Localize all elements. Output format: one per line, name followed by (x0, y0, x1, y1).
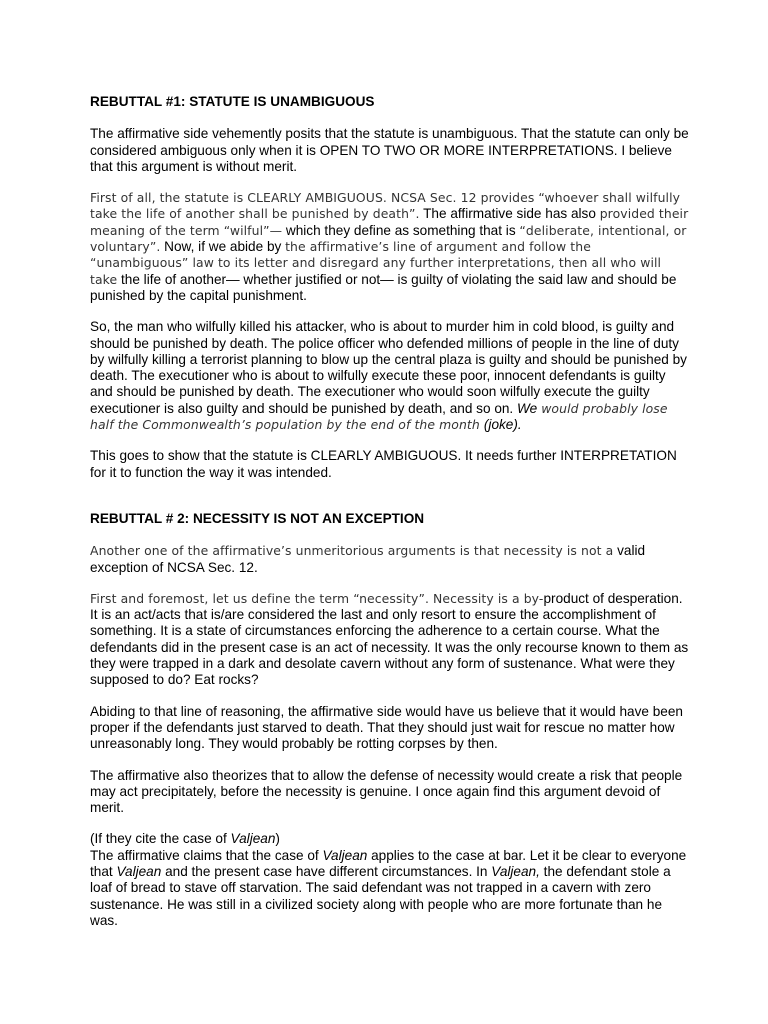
text-run: fortunate than he was. (90, 896, 663, 928)
text-run: (joke). (483, 417, 522, 433)
text-run: product of desperation. It is an act/acts that is/are considered the last and only resort to ensure the accomplishment of something. It is a state of circumstances enforcing the adherence to a certain course. What the defendants did in the present case is an act of necessity. It was the only recourse known to them as they were trapped in a dark and desolate cavern without any form of sustenance. What were they supposed to do? Eat rocks? (90, 590, 689, 688)
text-run: First and foremost, let us define the term “necessity”. Necessity is a by- (90, 590, 544, 606)
rebuttal-2-intro-paragraph (90, 543, 690, 576)
rebuttal-1-heading: REBUTTAL #1: STATUTE IS UNAMBIGUOUS (90, 94, 375, 109)
text-run: ) (275, 831, 280, 847)
rebuttal-2-precipitate-paragraph: The affirmative also theorizes that to allow the defense of necessity would create a risk that people may act precipitately, before the necessity is genuine. I once again find this argument devoid of merit. (90, 767, 683, 816)
rebuttal-1-intro-paragraph: The affirmative side vehemently posits that the statute is unambiguous. That the statute can only be considered ambiguous only when it is OPEN TO TWO OR MORE INTERPRETATIONS. I believe that this argument is without merit. (90, 126, 689, 174)
text-run: “deliberate, intentional, or voluntary”. (90, 222, 687, 255)
rebuttal-2-heading: REBUTTAL # 2: NECESSITY IS NOT AN EXCEPTION (90, 510, 425, 526)
text-run: applies to the case at bar. Let it be clear to everyone that (90, 847, 687, 879)
text-run: Now, if we abide by (160, 239, 286, 255)
text-run: So, the man who wilfully killed his attacker, who is about to murder him in cold blood, is guilty and should be punished by death. The police officer who defended millions of people in the line of duty by wilfully killing a terrorist planning to blow up the central plaza is guilty and should be punished by death. The executioner who is about to wilfully execute these poor, innocent defendants is guilty and should be punished by death. The executioner who would soon wilfully execute the guilty executioner is also guilty and should be punished by death, and so on. (90, 319, 687, 416)
text-run: valid exception of NCSA Sec. 12. (90, 543, 646, 575)
text-run: Valjean (116, 863, 162, 879)
valjean-paragraph-clip (90, 848, 690, 944)
rebuttal-1-ambiguity-paragraph (90, 190, 690, 304)
text-run: the affirmative’s line of argument and follow the “unambiguous” law to its letter and disregard any further interpretations, then all who will take (90, 239, 662, 287)
text-run: (If they cite the case of (90, 831, 231, 847)
text-run: Valjean (230, 831, 276, 847)
text-run: Another one of the affirmative’s unmeritorious arguments is that necessity is not a (90, 543, 614, 559)
text-run: and the present case have different circumstances. In (161, 863, 492, 879)
text-run: would probably lose half the Commonwealth’s population by the end of the month (90, 400, 668, 433)
text-run: provided their meaning of the term “wilful”— (90, 206, 689, 238)
text-run: First of all, the statute is CLEARLY AMBIGUOUS. NCSA Sec. 12 provides “whoever shall wilfully take the life of another shall be punished by death”. (90, 190, 681, 222)
rebuttal-2-definition-paragraph (90, 591, 690, 689)
rebuttal-1-examples-paragraph (90, 319, 690, 433)
text-run: the defendant stole a loaf of bread to stave off starvation. The said defendant was not trapped in a cavern with zero sustenance. He was still in a civilized society along with people who are more (90, 863, 671, 912)
text-run: The affirmative claims that the case of (90, 847, 323, 863)
rebuttal-2-reasoning-paragraph: Abiding to that line of reasoning, the affirmative side would have us believe that it would have been proper if the defendants just starved to death. That they should just wait for rescue no matter how unreasonably long. They would probably be rotting corpses by then. (90, 703, 683, 752)
text-run: The affirmative side has also (419, 206, 600, 222)
document-page (90, 94, 690, 944)
rebuttal-2-valjean-paragraph (90, 848, 690, 929)
text-run: We (517, 400, 538, 416)
text-run: which they define as something that is (282, 222, 520, 238)
text-run: Valjean, (491, 863, 540, 879)
text-run: the life of another— whether justified or not— is guilty of violating the said law and should be punished by the capital punishment. (90, 271, 677, 303)
rebuttal-1-conclusion-paragraph: This goes to show that the statute is CLEARLY AMBIGUOUS. It needs further INTERPRETATION for it to function the way it was intended. (90, 448, 677, 480)
text-run: Valjean (322, 847, 368, 863)
rebuttal-2-valjean-note (90, 831, 690, 847)
